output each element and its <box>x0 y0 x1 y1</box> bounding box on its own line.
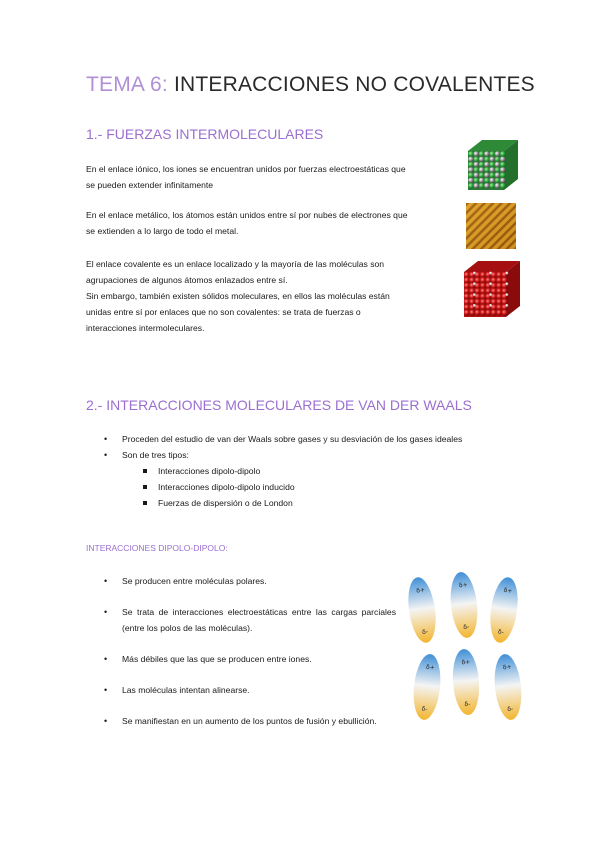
ionic-crystal-image <box>462 137 520 193</box>
lattice-sphere <box>491 277 497 283</box>
lattice-sphere <box>479 167 485 173</box>
paragraph-line: El enlace covalente es un enlace localizado y la mayoría de las moléculas son <box>86 259 385 269</box>
lattice-sphere <box>489 282 492 285</box>
lattice-sphere <box>484 162 490 168</box>
lattice-sphere <box>500 167 506 173</box>
lattice-sphere <box>489 172 495 178</box>
vdw-sub-list <box>122 463 526 511</box>
dipole-molecule <box>487 576 522 645</box>
title-prefix: TEMA 6: <box>86 73 168 96</box>
paragraph-line: unidas entre sí por enlaces que no son covalentes: se trata de fuerzas o <box>86 307 361 317</box>
lattice-sphere <box>496 283 502 289</box>
lattice-sphere <box>491 288 497 294</box>
lattice-sphere <box>489 151 495 157</box>
lattice-sphere <box>474 172 480 178</box>
lattice-sphere <box>480 304 486 310</box>
lattice-sphere <box>479 172 485 178</box>
list-item: • Las moléculas intentan alinearse. <box>86 682 396 698</box>
lattice-sphere <box>480 299 486 305</box>
lattice-sphere <box>475 288 481 294</box>
lattice-sphere <box>479 162 485 168</box>
lattice-sphere <box>473 304 476 307</box>
lattice-sphere <box>479 178 485 184</box>
dipole-molecule <box>492 653 525 721</box>
lattice-sphere <box>489 178 495 184</box>
dipole-bullet-list <box>86 573 396 744</box>
lattice-sphere <box>464 277 470 283</box>
list-item-text: Son de tres tipos: <box>122 450 189 460</box>
lattice-sphere <box>479 151 485 157</box>
lattice-sphere <box>484 157 490 163</box>
dipole-molecules-image <box>405 570 530 730</box>
lattice-sphere <box>495 178 501 184</box>
lattice-sphere <box>484 151 490 157</box>
sub-list-item: Interacciones dipolo-dipolo <box>122 463 526 479</box>
lattice-sphere <box>480 288 486 294</box>
molecular-solid-image <box>460 258 522 320</box>
dipole-plus-label: δ+ <box>415 586 426 595</box>
dipole-molecule <box>411 653 444 721</box>
lattice-sphere <box>468 172 474 178</box>
lattice-sphere <box>495 151 501 157</box>
lattice-sphere <box>495 172 501 178</box>
lattice-sphere <box>469 310 475 316</box>
dipole-minus-label: δ- <box>497 628 505 637</box>
lattice-sphere <box>474 183 480 189</box>
paragraph-line: Sin embargo, también existen sólidos moleculares, en ellos las moléculas están <box>86 291 390 301</box>
lattice-sphere <box>473 293 476 296</box>
dipole-plus-label: δ+ <box>425 663 436 672</box>
dipole-minus-label: δ- <box>463 623 470 632</box>
dipole-plus-label: δ+ <box>458 581 468 590</box>
lattice-sphere <box>474 162 480 168</box>
section2-heading: 2.- INTERACCIONES MOLECULARES DE VAN DER WAALS <box>86 397 472 413</box>
lattice-sphere <box>505 272 508 275</box>
lattice-sphere <box>468 167 474 173</box>
lattice-sphere <box>486 310 492 316</box>
dipole-minus-label: δ- <box>507 705 514 714</box>
lattice-sphere <box>464 304 470 310</box>
paragraph-line: En el enlace metálico, los átomos están unidos entre sí por nubes de electrones que <box>86 210 408 220</box>
lattice-sphere <box>489 157 495 163</box>
vdw-bullet-list <box>86 431 526 511</box>
lattice-sphere <box>468 183 474 189</box>
list-item: • Se manifiestan en un aumento de los puntos de fusión y ebullición. <box>86 713 396 729</box>
lattice-sphere <box>489 183 495 189</box>
lattice-sphere <box>464 283 470 289</box>
lattice-sphere <box>500 172 506 178</box>
lattice-sphere <box>475 277 481 283</box>
lattice-sphere <box>500 157 506 163</box>
page-title <box>86 73 535 97</box>
lattice-sphere <box>484 178 490 184</box>
lattice-sphere <box>489 304 492 307</box>
lattice-sphere <box>489 293 492 296</box>
lattice-sphere <box>480 277 486 283</box>
paragraph-line: En el enlace iónico, los iones se encuentran unidos por fuerzas electroestáticas que <box>86 164 406 174</box>
dipole-minus-label: δ- <box>421 628 429 637</box>
lattice-sphere <box>484 167 490 173</box>
dipole-plus-label: δ+ <box>502 663 512 672</box>
lattice-sphere <box>495 157 501 163</box>
dipole-plus-label: δ+ <box>461 658 471 667</box>
lattice-sphere <box>502 310 508 316</box>
lattice-sphere <box>495 167 501 173</box>
paragraph-ionic <box>86 161 454 193</box>
lattice-sphere <box>479 183 485 189</box>
paragraph-line: se extienden a lo largo de todo el metal. <box>86 226 239 236</box>
list-item: • Más débiles que las que se producen entre iones. <box>86 651 396 667</box>
paragraph-line: interacciones intermoleculares. <box>86 323 205 333</box>
lattice-sphere <box>468 157 474 163</box>
lattice-sphere <box>468 162 474 168</box>
lattice-sphere <box>464 294 470 300</box>
lattice-sphere <box>480 283 486 289</box>
lattice-sphere <box>464 310 470 316</box>
lattice-sphere <box>473 282 476 285</box>
lattice-sphere <box>484 183 490 189</box>
section1-heading: 1.- FUERZAS INTERMOLECULARES <box>86 126 324 142</box>
lattice-sphere <box>475 299 481 305</box>
section3-heading: INTERACCIONES DIPOLO-DIPOLO: <box>86 543 228 553</box>
dipole-molecule <box>405 576 439 645</box>
lattice-sphere <box>496 294 502 300</box>
paragraph-line: se pueden extender infinitamente <box>86 180 214 190</box>
lattice-sphere <box>480 294 486 300</box>
lattice-sphere <box>484 172 490 178</box>
lattice-sphere <box>479 157 485 163</box>
lattice-sphere <box>474 167 480 173</box>
paragraph-metallic <box>86 207 454 239</box>
lattice-sphere <box>489 167 495 173</box>
lattice-sphere <box>491 310 497 316</box>
lattice-sphere <box>496 304 502 310</box>
lattice-sphere <box>480 310 486 316</box>
lattice-sphere <box>505 282 508 285</box>
lattice-sphere <box>474 151 480 157</box>
lattice-sphere <box>500 178 506 184</box>
metallic-lattice-image <box>466 203 516 249</box>
lattice-sphere <box>495 183 501 189</box>
lattice-sphere <box>464 272 470 278</box>
lattice-sphere <box>491 299 497 305</box>
lattice-sphere <box>496 299 502 305</box>
lattice-sphere <box>496 288 502 294</box>
lattice-sphere <box>464 299 470 305</box>
paragraph-covalent <box>86 256 454 336</box>
lattice-sphere <box>500 151 506 157</box>
lattice-sphere <box>500 183 506 189</box>
paragraph-line: agrupaciones de algunos átomos enlazados entre sí. <box>86 275 288 285</box>
lattice-sphere <box>505 304 508 307</box>
lattice-sphere <box>489 162 495 168</box>
list-item: • Se producen entre moléculas polares. <box>86 573 396 589</box>
list-item: • Proceden del estudio de van der Waals sobre gases y su desviación de los gases ideales <box>86 431 526 447</box>
title-main: INTERACCIONES NO COVALENTES <box>167 73 535 96</box>
lattice-sphere <box>496 310 502 316</box>
lattice-sphere <box>473 272 476 275</box>
lattice-sphere <box>495 162 501 168</box>
list-item <box>86 447 526 511</box>
dipole-minus-label: δ- <box>421 705 428 714</box>
dipole-plus-label: δ+ <box>503 586 513 595</box>
lattice-sphere <box>496 272 502 278</box>
lattice-sphere <box>496 277 502 283</box>
lattice-sphere <box>480 272 486 278</box>
list-item: • Se trata de interacciones electroestáticas entre las cargas parciales (entre los polos de las moléculas). <box>86 604 396 636</box>
lattice-sphere <box>474 178 480 184</box>
sub-list-item: Fuerzas de dispersión o de London <box>122 495 526 511</box>
lattice-sphere <box>474 157 480 163</box>
dipole-molecule <box>451 648 482 716</box>
lattice-sphere <box>505 293 508 296</box>
lattice-sphere <box>500 162 506 168</box>
lattice-sphere <box>468 151 474 157</box>
dipole-molecule <box>448 571 481 639</box>
sub-list-item: Interacciones dipolo-dipolo inducido <box>122 479 526 495</box>
lattice-sphere <box>464 288 470 294</box>
lattice-sphere <box>489 272 492 275</box>
lattice-sphere <box>475 310 481 316</box>
lattice-sphere <box>468 178 474 184</box>
dipole-minus-label: δ- <box>464 700 471 709</box>
